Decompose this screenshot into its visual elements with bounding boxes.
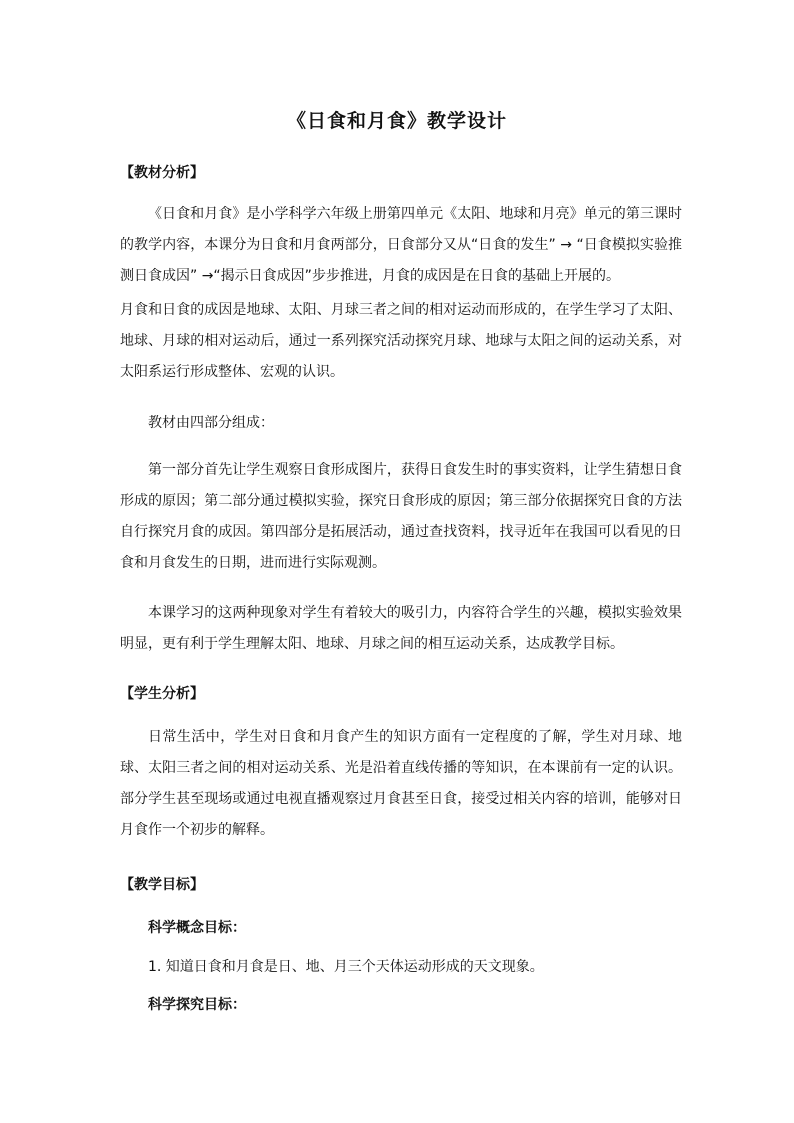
concept-goal-item-1: 1. 知道日食和月食是日、地、月三个天体运动形成的天文现象。	[148, 959, 544, 975]
heading-teaching-goals: 【教学目标】	[120, 877, 204, 893]
material-paragraph-1: 《日食和月食》是小学科学六年级上册第四单元《太阳、地球和月亮》单元的第三课时的教学内容，本课分为日食和月食两部分，日食部分又从“日食的发生” → “日食模拟实验推测日食成因” →“揭示日食成因”步步推进，月食的成因是在日食的基础上开展的。	[120, 206, 682, 284]
heading-student-analysis: 【学生分析】	[120, 686, 204, 702]
material-paragraph-1b: 月食和日食的成因是地球、太阳、月球三者之间的相对运动而形成的，在学生学习了太阳、地球、月球的相对运动后，通过一系列探究活动探究月球、地球与太阳之间的运动关系，对太阳系运行形成整体、宏观的认识。	[120, 302, 682, 380]
material-paragraph-4: 本课学习的这两种现象对学生有着较大的吸引力，内容符合学生的兴趣，模拟实验效果明显，更有利于学生理解太阳、地球、月球之间的相互运动关系，达成教学目标。	[120, 605, 682, 652]
heading-material-analysis: 【教材分析】	[120, 165, 204, 181]
inquiry-goals-title: 科学探究目标：	[148, 997, 246, 1013]
student-paragraph-1: 日常生活中，学生对日食和月食产生的知识方面有一定程度的了解，学生对月球、地球、太阳三者之间的相对运动关系、光是沿着直线传播的等知识，在本课前有一定的认识。部分学生甚至现场或通过电视直播观察过月食甚至日食，接受过相关内容的培训，能够对日月食作一个初步的解释。	[120, 729, 682, 838]
material-paragraph-2: 教材由四部分组成：	[148, 415, 274, 431]
document-title: 《日食和月食》教学设计	[286, 110, 507, 132]
concept-goals-title: 科学概念目标：	[148, 920, 246, 936]
material-paragraph-3: 第一部分首先让学生观察日食形成图片，获得日食发生时的事实资料，让学生猜想日食形成的原因；第二部分通过模拟实验，探究日食形成的原因；第三部分依据探究日食的方法自行探究月食的成因。第四部分是拓展活动，通过查找资料，找寻近年在我国可以看见的日食和月食发生的日期，进而进行实际观测。	[120, 462, 682, 571]
